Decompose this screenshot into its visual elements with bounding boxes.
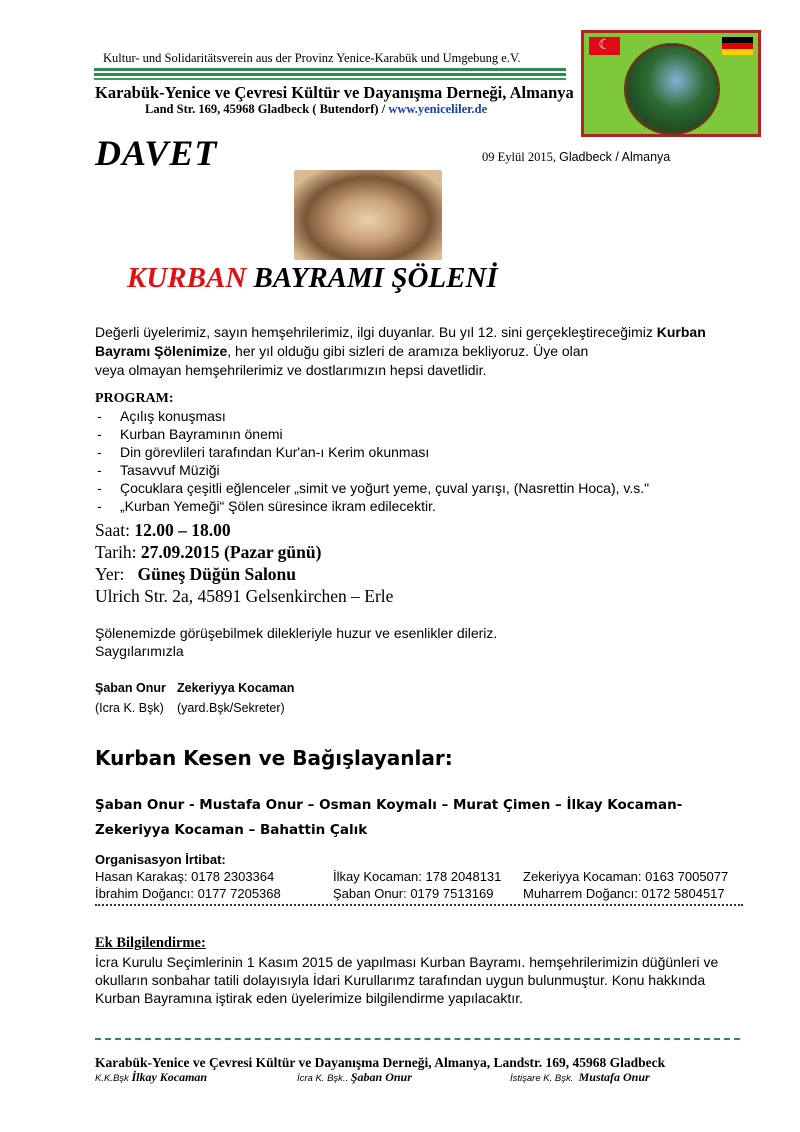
place-text: Gladbeck / Almanya	[559, 150, 671, 164]
website-link[interactable]: www.yeniceliler.de	[388, 102, 488, 116]
signatures	[95, 678, 294, 718]
footer-officer	[95, 1070, 207, 1085]
document-date	[482, 150, 670, 165]
signature-role: (yard.Bşk/Sekreter)	[177, 701, 285, 715]
officer-label: K.K.Bşk	[95, 1073, 132, 1084]
program-heading: PROGRAM:	[95, 391, 174, 406]
extra-info-line: okulların sonbahar tatili dolayısıyla İdari Kurullarımz tarafından uygun bulunmuştur. Konu hakkında	[95, 972, 706, 988]
donors-line: Zekeriyya Kocaman – Bahattin Çalık	[95, 822, 368, 838]
officer-label: İcra K. Bşk..	[297, 1073, 351, 1084]
intro-bold: Kurban Bayramı Şölenimize	[95, 324, 706, 359]
event-title	[127, 262, 498, 295]
signature-name: Şaban Onur	[95, 681, 166, 695]
contacts-table	[95, 868, 728, 902]
time-value: 12.00 – 18.00	[134, 520, 231, 540]
footer-officer	[297, 1070, 412, 1085]
green-dashed-divider	[95, 1038, 740, 1040]
title-red-part: KURBAN	[127, 262, 247, 294]
event-place	[95, 563, 393, 585]
closing-greeting: Saygılarımızla	[95, 643, 184, 659]
time-label: Saat:	[95, 520, 135, 540]
program-item: - Kurban Bayramının önemi	[95, 425, 649, 443]
header-org-name: Karabük-Yenice ve Çevresi Kültür ve Dayanışma Derneği, Almanya	[95, 83, 574, 102]
donors-heading: Kurban Kesen ve Bağışlayanlar:	[95, 746, 453, 770]
contacts-heading: Organisasyon İrtibat:	[95, 852, 226, 867]
extra-info-heading: Ek Bilgilendirme:	[95, 935, 206, 951]
extra-info-line: Kurban Bayramına iştirak eden üyelerimize bilgilendirme yapılacaktır.	[95, 990, 523, 1006]
header-german-line: Kultur- und Solidaritätsverein aus der Provinz Yenice-Karabük und Umgebung e.V.	[103, 51, 521, 65]
intro-text-c: veya olmayan hemşehrilerimiz ve dostlarımızın hepsi davetlidir.	[95, 362, 487, 378]
contact-entry: Şaban Onur: 0179 7513169	[333, 886, 494, 901]
date-text: 09 Eylül 2015,	[482, 150, 560, 164]
header-green-rule	[94, 68, 566, 82]
extra-info-body	[95, 953, 765, 1007]
signature-2	[177, 678, 294, 718]
donors-line: Şaban Onur - Mustafa Onur – Osman Koymalı – Murat Çimen – İlkay Kocaman-	[95, 797, 683, 813]
intro-paragraph	[95, 323, 755, 380]
officer-name: Mustafa Onur	[578, 1070, 650, 1084]
program-item: - Din görevlileri tarafından Kur'an-ı Kerim okunması	[95, 443, 649, 461]
association-logo	[581, 30, 761, 137]
germany-flag-icon	[722, 37, 753, 55]
program-item: - Çocuklara çeşitli eğlenceler „simit ve yoğurt yeme, çuval yarışı, (Nasrettin Hoca), v.s."	[95, 479, 649, 497]
signature-name: Zekeriyya Kocaman	[177, 681, 295, 695]
event-details	[95, 519, 393, 607]
intro-text-a: Değerli üyelerimiz, sayın hemşehrilerimiz, ilgi duyanlar. Bu yıl 12. sini gerçekleştireceğimiz	[95, 324, 657, 340]
date-label: Tarih:	[95, 542, 141, 562]
program-list	[95, 407, 649, 515]
place-label: Yer:	[95, 564, 138, 584]
dotted-divider	[95, 904, 743, 906]
footer-officer	[510, 1070, 650, 1085]
header-address	[145, 102, 487, 117]
contact-entry: Hasan Karakaş: 0178 2303364	[95, 869, 275, 884]
contact-entry: Zekeriyya Kocaman: 0163 7005077	[523, 869, 729, 884]
document-heading: DAVET	[95, 133, 218, 173]
program-item: - „Kurban Yemeği“ Şölen süresince ikram edilecektir.	[95, 497, 649, 515]
address-text: Land Str. 169, 45968 Gladbeck ( Butendorf) /	[145, 102, 389, 116]
ram-image	[294, 170, 442, 260]
closing-line: Şölenemizde görüşebilmek dilekleriyle huzur ve esenlikler dileriz.	[95, 625, 498, 641]
contact-entry: İlkay Kocaman: 178 2048131	[333, 869, 502, 884]
program-item: - Açılış konuşması	[95, 407, 649, 425]
signature-1	[95, 678, 177, 718]
place-value: Güneş Düğün Salonu	[137, 564, 297, 584]
event-time	[95, 519, 393, 541]
event-date	[95, 541, 393, 563]
event-address: Ulrich Str. 2a, 45891 Gelsenkirchen – Erle	[95, 586, 394, 606]
extra-info-line: İcra Kurulu Seçimlerinin 1 Kasım 2015 de yapılması Kurban Bayramı. hemşehrilerimizin düğünleri ve	[95, 954, 719, 970]
intro-text-b: , her yıl olduğu gibi sizleri de aramıza bekliyoruz. Üye olan	[227, 343, 589, 359]
contacts-row	[95, 868, 728, 885]
officer-name: İlkay Kocaman	[131, 1070, 208, 1084]
officer-name: Şaban Onur	[350, 1070, 412, 1084]
contact-entry: İbrahim Doğancı: 0177 7205368	[95, 886, 281, 901]
seal-emblem-icon	[624, 43, 720, 135]
signature-role: (Icra K. Bşk)	[95, 701, 164, 715]
title-black-part: BAYRAMI ŞÖLENİ	[246, 262, 498, 294]
program-item: - Tasavvuf Müziği	[95, 461, 649, 479]
contact-entry: Muharrem Doğancı: 0172 5804517	[523, 886, 725, 901]
closing-text	[95, 624, 497, 660]
turkey-flag-icon: ☾	[589, 37, 620, 55]
officer-label: İstişare K. Bşk.	[510, 1073, 579, 1084]
date-value: 27.09.2015 (Pazar günü)	[140, 542, 322, 562]
contacts-row	[95, 885, 728, 902]
footer-org-line: Karabük-Yenice ve Çevresi Kültür ve Dayanışma Derneği, Almanya, Landstr. 169, 45968 Gladbeck	[95, 1055, 666, 1070]
donors-list	[95, 793, 755, 843]
